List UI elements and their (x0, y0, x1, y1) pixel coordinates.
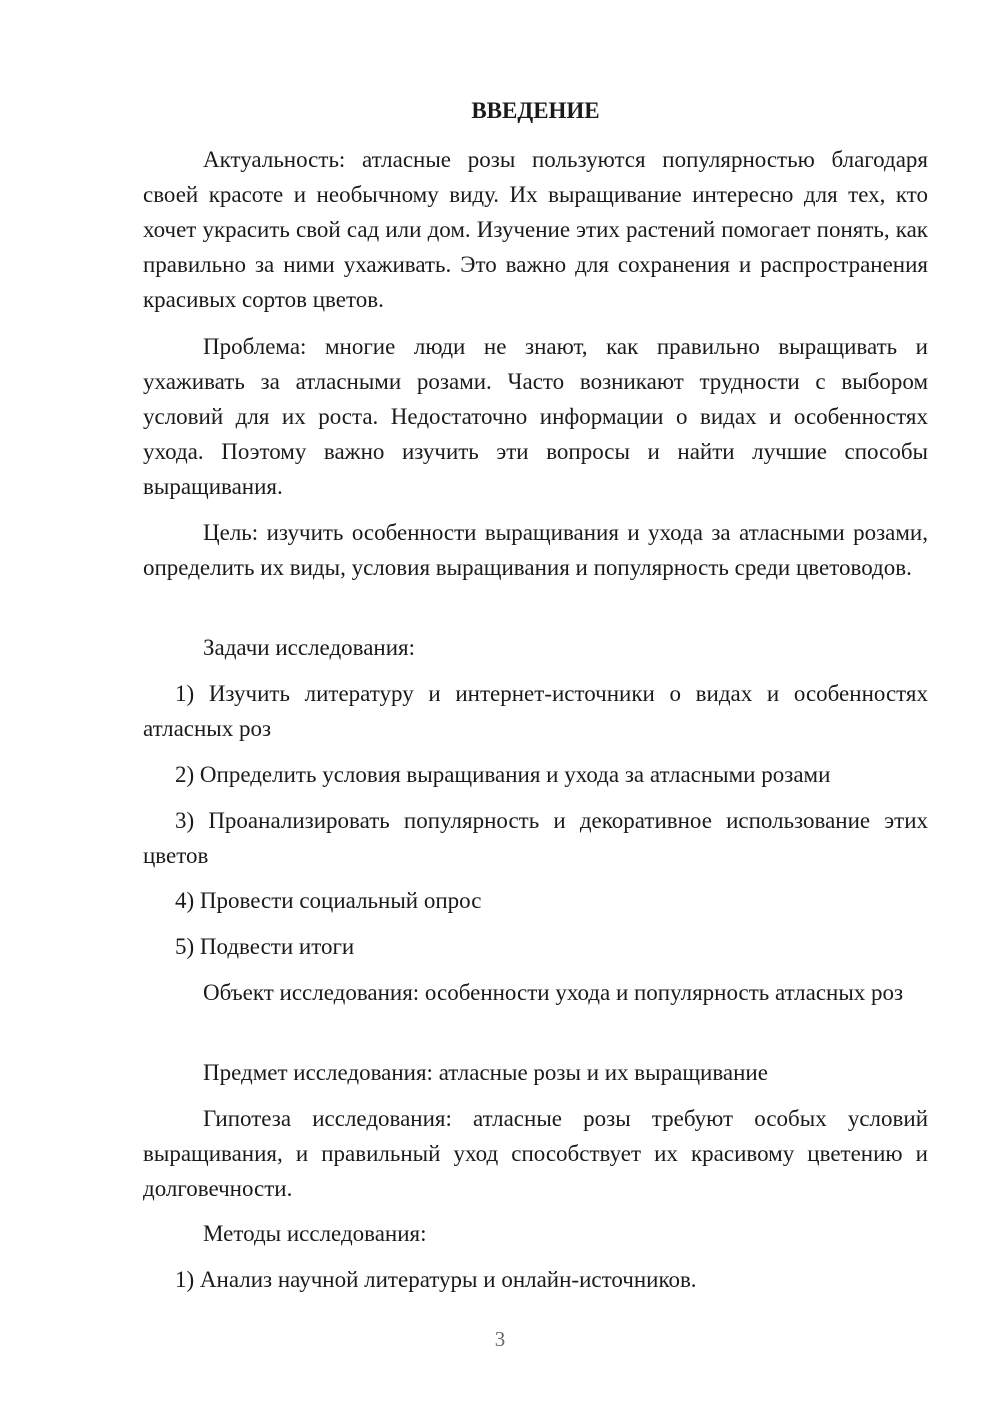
methods-heading: Методы исследования: (203, 1221, 427, 1246)
method-item-1: 1) Анализ научной литературы и онлайн-источников. (175, 1267, 697, 1292)
relevance-paragraph: Актуальность: атласные розы пользуются популярностью благодаря своей красоте и необычному виду. Их выращивание интересно для тех, кто хочет украсить свой сад или дом. Изучение этих растений помогает понять, как правильно за ними ухаживать. Это важно для сохранения и распространения красивых сортов цветов. (143, 147, 928, 312)
page-number: 3 (494, 1327, 506, 1351)
task-item-3: 3) Проанализировать популярность и декоративное использование этих цветов (143, 808, 928, 868)
page-title: ВВЕДЕНИЕ (471, 98, 600, 123)
task-item-1: 1) Изучить литературу и интернет-источники о видах и особенностях атласных роз (143, 681, 928, 741)
problem-paragraph: Проблема: многие люди не знают, как правильно выращивать и ухаживать за атласными розами. Часто возникают трудности с выбором условий для их роста. Недостаточно информации о видах и особенностях ухода. Поэтому важно изучить эти вопросы и найти лучшие способы выращивания. (143, 334, 928, 499)
tasks-heading: Задачи исследования: (203, 635, 416, 660)
task-item-5: 5) Подвести итоги (175, 934, 355, 959)
object-paragraph: Объект исследования: особенности ухода и популярность атласных роз (203, 980, 904, 1005)
subject-paragraph: Предмет исследования: атласные розы и их выращивание (203, 1060, 768, 1085)
hypothesis-paragraph: Гипотеза исследования: атласные розы требуют особых условий выращивания, и правильный уход способствует их красивому цветению и долговечности. (143, 1106, 928, 1201)
task-item-4: 4) Провести социальный опрос (175, 888, 482, 913)
task-item-2: 2) Определить условия выращивания и ухода за атласными розами (175, 762, 831, 787)
goal-paragraph: Цель: изучить особенности выращивания и ухода за атласными розами, определить их виды, условия выращивания и популярность среди цветоводов. (143, 520, 928, 580)
